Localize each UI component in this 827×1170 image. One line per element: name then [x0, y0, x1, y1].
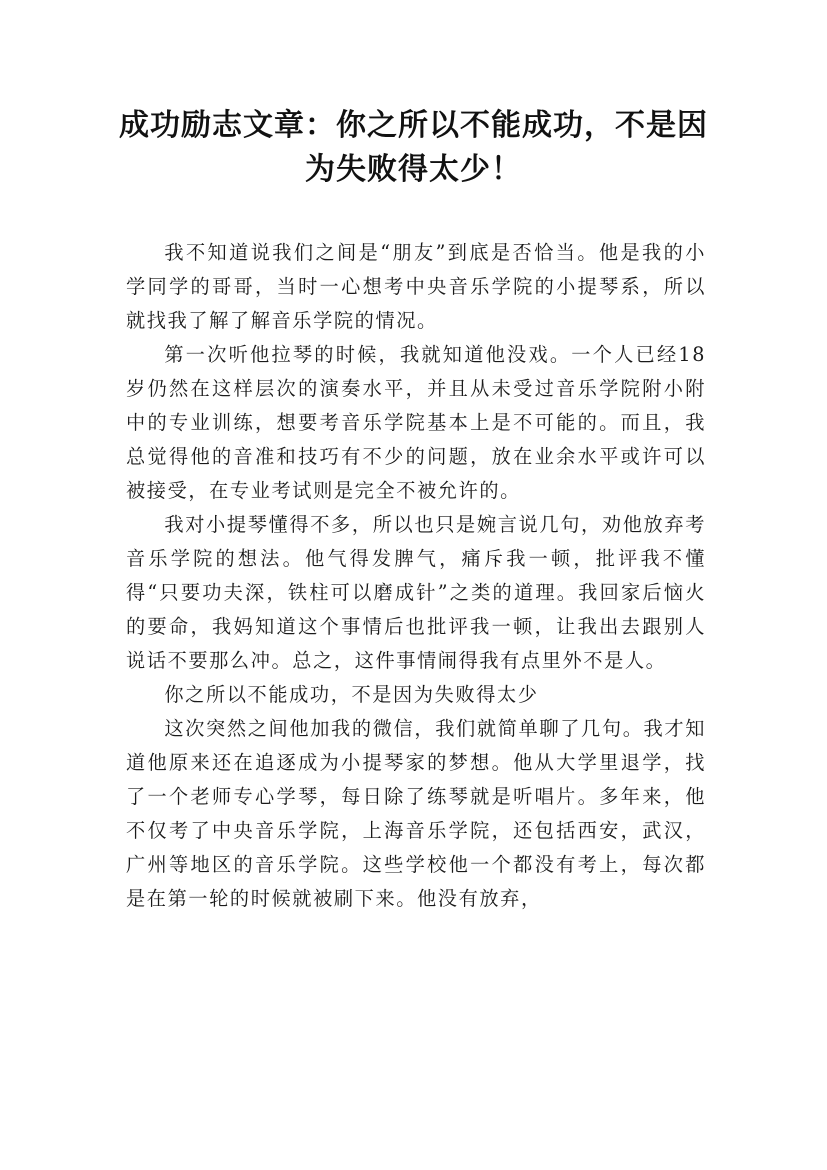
paragraph-2: 第一次听他拉琴的时候，我就知道他没戏。一个人已经18岁仍然在这样层次的演奏水平，并且从未受过音乐学院附小附中的专业训练，想要考音乐学院基本上是不可能的。而且，我总觉得他的音准和技巧有不少的问题，放在业余水平或许可以被接受，在专业考试则是完全不被允许的。 [126, 343, 706, 502]
article-title [100, 104, 727, 192]
paragraph-4: 这次突然之间他加我的微信，我们就简单聊了几句。我才知道他原来还在追逐成为小提琴家的梦想。他从大学里退学，找了一个老师专心学琴，每日除了练琴就是听唱片。多年来，他不仅考了中央音乐学院，上海音乐学院，还包括西安，武汉，广州等地区的音乐学院。这些学校他一个都没有考上，每次都是在第一轮的时候就被刷下来。他没有放弃， [126, 717, 706, 910]
article-body [126, 236, 706, 916]
paragraph-3: 我对小提琴懂得不多，所以也只是婉言说几句，劝他放弃考音乐学院的想法。他气得发脾气，痛斥我一顿，批评我不懂得“只要功夫深，铁柱可以磨成针”之类的道理。我回家后恼火的要命，我妈知道这个事情后也批评我一顿，让我出去跟别人说话不要那么冲。总之，这件事情闹得我有点里外不是人。 [126, 513, 706, 672]
title-line-1: 成功励志文章：你之所以不能成功，不是因 [119, 108, 708, 143]
title-line-2: 为失败得太少！ [305, 152, 522, 187]
section-heading: 你之所以不能成功，不是因为失败得太少 [164, 683, 539, 706]
paragraph-1: 我不知道说我们之间是“朋友”到底是否恰当。他是我的小学同学的哥哥，当时一心想考中央音乐学院的小提琴系，所以就找我了解了解音乐学院的情况。 [126, 241, 706, 332]
